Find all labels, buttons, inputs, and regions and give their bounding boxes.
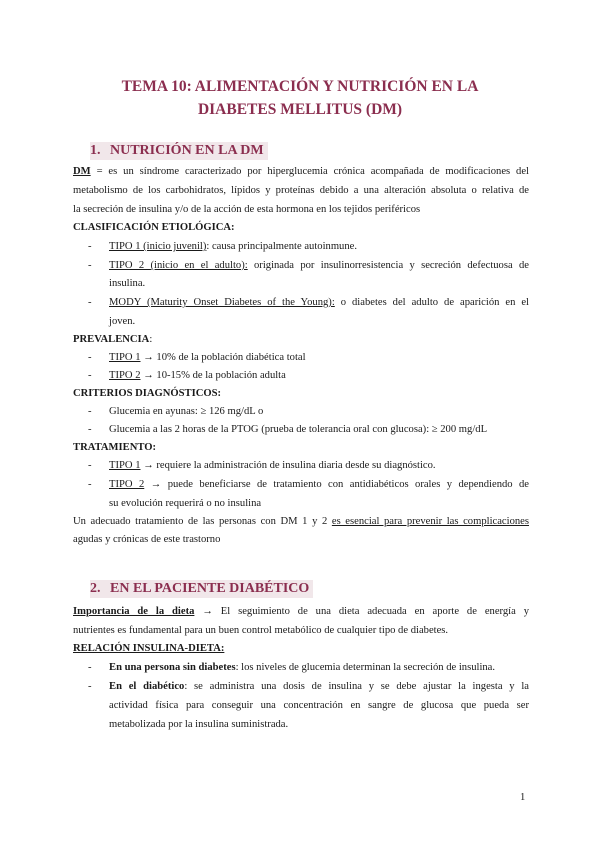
definition-line-1 — [73, 162, 529, 181]
definition-text-1: = es un síndrome caracterizado por hiperglucemia crónica acompañada de modificaciones del — [96, 166, 529, 177]
importancia-line-2: nutrientes es fundamental para un buen control metabólico de cualquier tipo de diabetes. — [73, 625, 449, 636]
importancia-term: Importancia de la dieta — [73, 606, 195, 617]
page-number: 1 — [520, 792, 526, 803]
clasificacion-text-2: originada por insulinorresistencia y secreción defectuosa de — [247, 260, 529, 271]
closing-line-2: agudas y crónicas de este trastorno — [73, 534, 221, 545]
closing-line-1 — [73, 512, 529, 531]
clasificacion-term-3: MODY (Maturity Onset Diabetes of the Young): — [109, 297, 335, 308]
tratamiento-term-1: TIPO 1 — [109, 460, 141, 471]
section-1-heading — [90, 142, 268, 160]
section-1-number: 1. — [90, 143, 101, 158]
closing-text-a: Un adecuado tratamiento de las personas con DM 1 y 2 — [73, 516, 332, 527]
prevalencia-colon: : — [149, 334, 153, 345]
clasificacion-cont-2: insulina. — [109, 278, 146, 289]
criterios-text-2: Glucemia a las 2 horas de la PTOG (prueba de tolerancia oral con glucosa): ≥ 200 mg/dL — [109, 424, 488, 435]
prevalencia-term-2: TIPO 2 — [109, 370, 141, 381]
prevalencia-term-1: TIPO 1 — [109, 352, 141, 363]
tratamiento-cont-2: su evolución requerirá o no insulina — [109, 498, 262, 509]
relacion-text-2: : se administra una dosis de insulina y se debe ajustar la ingesta y la — [184, 681, 529, 692]
clasificacion-heading: CLASIFICACIÓN ETIOLÓGICA: — [73, 222, 235, 233]
relacion-text-1: : los niveles de glucemia determinan la secreción de insulina. — [235, 662, 496, 673]
tratamiento-term-2: TIPO 2 — [109, 479, 145, 490]
section-2-heading-text: EN EL PACIENTE DIABÉTICO — [110, 581, 310, 596]
document-page: TEMA 10: ALIMENTACIÓN Y NUTRICIÓN EN LA DIABETES MELLITUS (DM) 1. NUTRICIÓN EN LA DM DM = es un síndrome caracterizado por hiperglucemia crónica acompañada de modificaciones del metabolismo de los carbohidratos, lípidos y proteínas debido a una alteración absoluta o relativa de la secreción de insulina y/o de la acción de esta hormona en los tejidos periféricos CLASIFICACIÓN ETIOLÓGICA: - TIPO 1 (inicio juvenil): causa principalmente autoinmune. - TIPO 2 (inicio en el adulto): originada por insulinorresistencia y secreción defectuosa de insulina. - MODY (Maturity Onset Diabetes of the Young): o diabetes del adulto de aparición en el joven. PREVALENCIA: - TIPO 1 → 10% de la población diabética total - TIPO 2 → 10-15% de la población adulta CRITERIOS DIAGNÓSTICOS: - Glucemia en ayunas: ≥ 126 mg/dL o - Glucemia a las 2 horas de la PTOG (prueba de tolerancia oral con glucosa): ≥ 200 mg/dL TRATAMIENTO: - TIPO 1 → requiere la administración de insulina diaria desde su diagnóstico. - TIPO 2 → puede beneficiarse de tratamiento con antidiabéticos orales y dependiendo de su evolución requerirá o no insulina Un adecuado tratamiento de las personas con DM 1 y 2 es esencial para prevenir las complicaciones agudas y crónicas de este trastorno 2. EN EL PACIENTE DIABÉTICO Importancia de la dieta → El seguimiento de una dieta adecuada en aporte de energía y nutrientes es fundamental para un buen control metabólico de cualquier tipo de diabetes. RELACIÓN INSULINA-DIETA: - En una persona sin diabetes: los niveles de glucemia determinan la secreción de insulina. - En el diabético: se administra una dosis de insulina y se debe ajustar la ingesta y la actividad física para conseguir una concentración en sangre de glucosa que pueda ser metabolizada por la insulina suministrada. 1 — [0, 0, 600, 848]
page-title-line-1: TEMA 10: ALIMENTACIÓN Y NUTRICIÓN EN LA — [121, 78, 479, 95]
relacion-cont-2a: actividad física para conseguir una concentración en sangre de glucosa que pueda ser — [109, 700, 529, 711]
closing-text-b: es esencial para prevenir las complicaciones — [331, 516, 529, 527]
clasificacion-cont-3: joven. — [109, 316, 136, 327]
relacion-term-1: En una persona sin diabetes — [109, 662, 236, 673]
criterios-text-1: Glucemia en ayunas: ≥ 126 mg/dL o — [109, 406, 264, 417]
tratamiento-text-1: → requiere la administración de insulina diaria desde su diagnóstico. — [140, 460, 436, 471]
definition-line-2: metabolismo de los carbohidratos, lípidos y proteínas debido a una alteración absoluta o relativa de — [73, 185, 529, 196]
page-title-line-2: DIABETES MELLITUS (DM) — [197, 101, 403, 118]
clasificacion-term-2: TIPO 2 (inicio en el adulto): — [109, 260, 248, 271]
clasificacion-term-1: TIPO 1 (inicio juvenil) — [109, 241, 207, 252]
tratamiento-text-2: → puede beneficiarse de tratamiento con antidiabéticos orales y dependiendo de — [144, 479, 529, 490]
importancia-line-1 — [73, 602, 529, 621]
relacion-heading: RELACIÓN INSULINA-DIETA: — [73, 643, 225, 654]
clasificacion-text-3: o diabetes del adulto de aparición en el — [334, 297, 529, 308]
section-2-heading — [90, 580, 313, 598]
clasificacion-text-1: : causa principalmente autoinmune. — [206, 241, 358, 252]
relacion-term-2: En el diabético — [109, 681, 185, 692]
criterios-heading: CRITERIOS DIAGNÓSTICOS: — [73, 388, 222, 399]
tratamiento-heading: TRATAMIENTO: — [73, 442, 156, 453]
definition-line-3: la secreción de insulina y/o de la acción de esta hormona en los tejidos periféricos — [73, 204, 421, 215]
prevalencia-text-2: → 10-15% de la población adulta — [140, 370, 286, 381]
prevalencia-text-1: → 10% de la población diabética total — [140, 352, 306, 363]
prevalencia-heading-text: PREVALENCIA — [73, 334, 150, 345]
section-2-number: 2. — [90, 581, 101, 596]
section-1-heading-text: NUTRICIÓN EN LA DM — [110, 143, 264, 158]
definition-term: DM — [73, 166, 91, 177]
relacion-cont-2b: metabolizada por la insulina suministrada. — [109, 719, 289, 730]
importancia-text-1: → El seguimiento de una dieta adecuada en aporte de energía y — [194, 606, 529, 617]
prevalencia-heading — [73, 330, 529, 349]
